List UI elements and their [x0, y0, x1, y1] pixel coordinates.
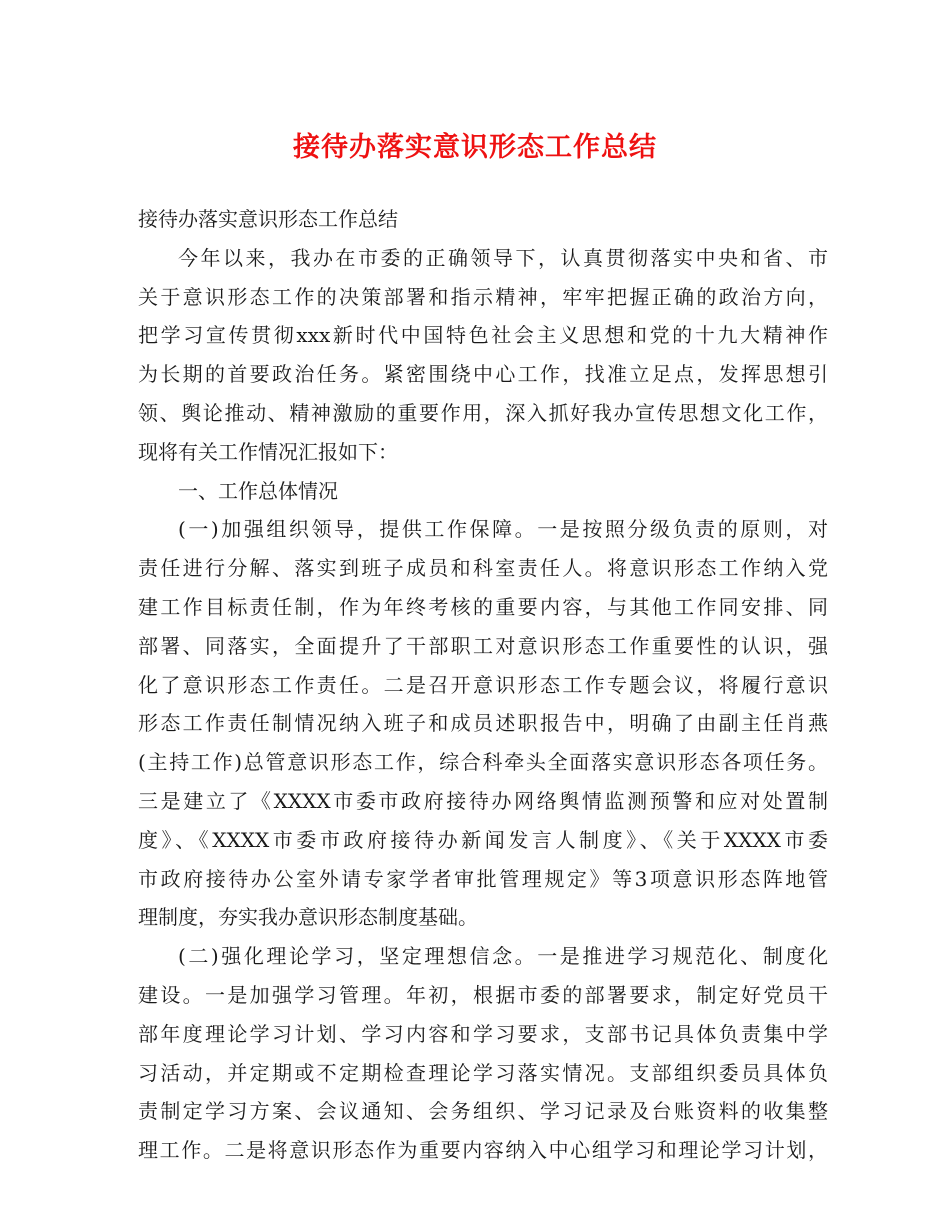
- body-line: 建设。一是加强学习管理。年初，根据市委的部署要求，制定好党员干: [138, 982, 828, 1007]
- body-line: (二)强化理论学习，坚定理想信念。一是推进学习规范化、制度化: [178, 944, 828, 969]
- body-line: 今年以来，我办在市委的正确领导下，认真贯彻落实中央和省、市: [178, 245, 828, 270]
- body-line: 习活动，并定期或不定期检查理论学习落实情况。支部组织委员具体负: [138, 1060, 828, 1085]
- body-line: 形态工作责任制情况纳入班子和成员述职报告中，明确了由副主任肖燕: [138, 711, 828, 736]
- body-line: 化了意识形态工作责任。二是召开意识形态工作专题会议，将履行意识: [138, 672, 828, 697]
- body-line: 关于意识形态工作的决策部署和指示精神，牢牢把握正确的政治方向，: [138, 284, 828, 309]
- body-line: 三是建立了《XXXX市委市政府接待办网络舆情监测预警和应对处置制: [138, 788, 828, 813]
- body-line: (一)加强组织领导，提供工作保障。一是按照分级负责的原则，对: [178, 517, 828, 542]
- body-line: 市政府接待办公室外请专家学者审批管理规定》等3项意识形态阵地管: [138, 866, 828, 891]
- body-line: 责任进行分解、落实到班子成员和科室责任人。将意识形态工作纳入党: [138, 556, 828, 581]
- document-subtitle: 接待办落实意识形态工作总结: [138, 207, 398, 231]
- body-line: 建工作目标责任制，作为年终考核的重要内容，与其他工作同安排、同: [138, 594, 828, 619]
- body-line: (主持工作)总管意识形态工作，综合科牵头全面落实意识形态各项任务。: [138, 750, 828, 775]
- document-body: [138, 200, 828, 1170]
- body-line: 度》、《XXXX市委市政府接待办新闻发言人制度》、《关于XXXX市委: [138, 827, 828, 852]
- body-line: 理制度，夯实我办意识形态制度基础。: [138, 905, 478, 930]
- body-line: 理工作。二是将意识形态作为重要内容纳入中心组学习和理论学习计划，: [138, 1138, 828, 1163]
- document-title: 接待办落实意识形态工作总结: [293, 132, 657, 163]
- body-line: 部署、同落实，全面提升了干部职工对意识形态工作重要性的认识，强: [138, 633, 828, 658]
- body-line: 一、工作总体情况: [178, 478, 338, 503]
- body-line: 领、舆论推动、精神激励的重要作用，深入抓好我办宣传思想文化工作，: [138, 400, 828, 425]
- body-line: 为长期的首要政治任务。紧密围绕中心工作，找准立足点，发挥思想引: [138, 362, 828, 387]
- body-line: 责制定学习方案、会议通知、会务组织、学习记录及台账资料的收集整: [138, 1099, 828, 1124]
- body-line: 部年度理论学习计划、学习内容和学习要求，支部书记具体负责集中学: [138, 1021, 828, 1046]
- body-line: 把学习宣传贯彻xxx新时代中国特色社会主义思想和党的十九大精神作: [138, 323, 828, 348]
- body-line: 现将有关工作情况汇报如下：: [138, 439, 398, 464]
